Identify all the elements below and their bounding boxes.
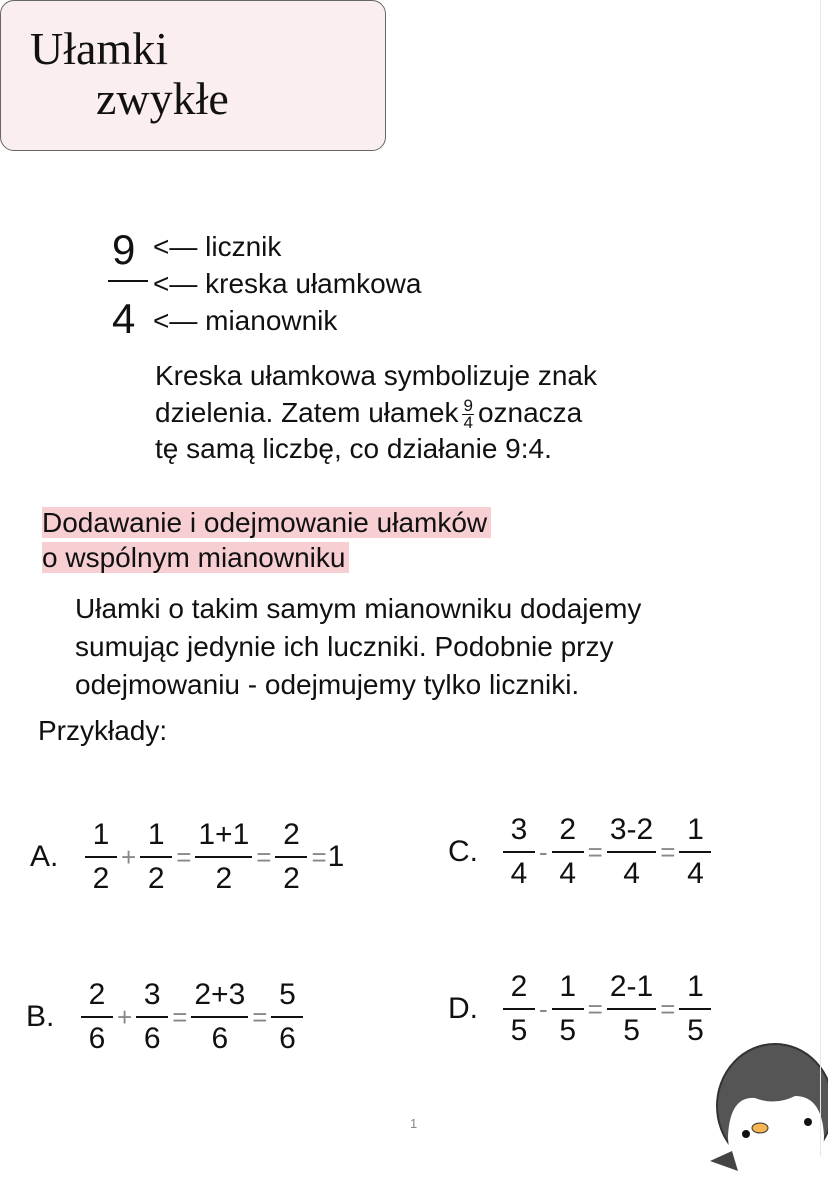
operator: =: [176, 841, 192, 872]
fraction: [136, 978, 168, 1056]
example-label: C.: [448, 835, 478, 868]
numerator: 3-2: [607, 813, 656, 853]
intro-line: [155, 395, 597, 432]
label-fraction-bar: <— kreska ułamkowa: [153, 268, 422, 299]
fraction: [552, 970, 584, 1048]
intro-line: tę samą liczbę, co działanie 9:4.: [155, 433, 552, 464]
denominator: 5: [559, 1014, 577, 1047]
fraction-bar: [108, 280, 148, 282]
operator: =: [172, 1001, 188, 1032]
page-number: 1: [410, 1116, 418, 1131]
numerator: 1: [552, 970, 584, 1010]
examples-label: Przykłady:: [38, 715, 168, 746]
body-line: odejmowaniu - odejmujemy tylko liczniki.: [75, 669, 580, 700]
body-line: Ułamki o takim samym mianowniku dodajemy: [75, 593, 642, 624]
denominator: 5: [510, 1014, 528, 1047]
operator: =: [256, 841, 272, 872]
heading-line: o wspólnym mianowniku: [42, 542, 349, 573]
intro-text: dzielenia. Zatem ułamek: [155, 396, 459, 428]
fraction: [140, 818, 172, 896]
inline-fraction: [462, 395, 473, 432]
fraction: [195, 818, 252, 896]
section-heading: [42, 505, 491, 575]
denominator: 4: [510, 857, 528, 890]
numerator: 2: [503, 970, 535, 1010]
numerator: 1+1: [195, 818, 252, 858]
numerator: 1: [679, 813, 711, 853]
denominator: 2: [215, 862, 233, 895]
label-numerator: <— licznik: [153, 231, 282, 262]
example-a: [30, 818, 344, 896]
example-d: [448, 970, 714, 1048]
legend-denominator: 4: [112, 295, 136, 342]
numerator: 2+3: [191, 978, 248, 1018]
fraction: [503, 813, 535, 891]
operator: -: [539, 836, 548, 867]
numerator: 1: [679, 970, 711, 1010]
fraction: [607, 813, 656, 891]
title-line-2: zwykłe: [96, 73, 229, 124]
operator: -: [539, 993, 548, 1024]
numerator: 5: [271, 978, 303, 1018]
title-line-1: Ułamki: [30, 23, 168, 74]
denominator: 4: [623, 857, 640, 890]
denominator: 4: [687, 857, 704, 890]
denominator: 2: [147, 862, 165, 895]
label-denominator: <— mianownik: [153, 305, 338, 336]
numerator: 3: [136, 978, 168, 1018]
numerator: 3: [503, 813, 535, 853]
intro-line: Kreska ułamkowa symbolizuje znak: [155, 360, 597, 391]
legend-numerator: 9: [112, 226, 136, 273]
operator: =: [660, 836, 676, 867]
operator: =: [587, 836, 603, 867]
denominator: 2: [283, 862, 300, 895]
fraction: [679, 813, 711, 891]
numerator: 2: [81, 978, 113, 1018]
title-banner: [0, 0, 386, 151]
operator: =: [587, 993, 603, 1024]
denominator: 4: [559, 857, 577, 890]
numerator: 2: [275, 818, 307, 858]
operator: =: [311, 841, 327, 872]
numerator: 2-1: [607, 970, 656, 1010]
heading-line: Dodawanie i odejmowanie ułamków: [42, 507, 491, 538]
page-edge: [820, 0, 821, 1156]
denominator: 6: [143, 1022, 161, 1055]
fraction: [552, 813, 584, 891]
fraction: [271, 978, 303, 1056]
operator: +: [117, 1001, 133, 1032]
body-line: sumując jedynie ich luczniki. Podobnie przy: [75, 631, 614, 662]
example-label: A.: [30, 840, 59, 873]
denominator: 2: [92, 862, 110, 895]
result: 1: [327, 840, 345, 873]
example-b: [26, 978, 306, 1056]
fraction: [81, 978, 113, 1056]
denominator: 6: [279, 1022, 296, 1055]
denominator: 5: [623, 1014, 640, 1047]
operator: =: [660, 993, 676, 1024]
fraction: [679, 970, 711, 1048]
example-label: B.: [26, 1000, 55, 1033]
intro-paragraph: [155, 358, 597, 468]
numerator: 2: [552, 813, 584, 853]
fraction: [275, 818, 307, 896]
inline-numerator: 9: [463, 395, 473, 415]
numerator: 1: [140, 818, 172, 858]
operator: =: [252, 1001, 268, 1032]
denominator: 5: [687, 1014, 704, 1047]
fraction: [191, 978, 248, 1056]
denominator: 6: [88, 1022, 106, 1055]
example-label: D.: [448, 992, 478, 1025]
operator: +: [121, 841, 137, 872]
fraction: [503, 970, 535, 1048]
denominator: 6: [211, 1022, 229, 1055]
fraction: [85, 818, 117, 896]
section-body: [75, 590, 641, 704]
example-c: [448, 813, 714, 891]
intro-text: oznacza: [477, 396, 583, 428]
fraction: [607, 970, 656, 1048]
inline-denominator: 4: [463, 412, 473, 432]
numerator: 1: [85, 818, 117, 858]
